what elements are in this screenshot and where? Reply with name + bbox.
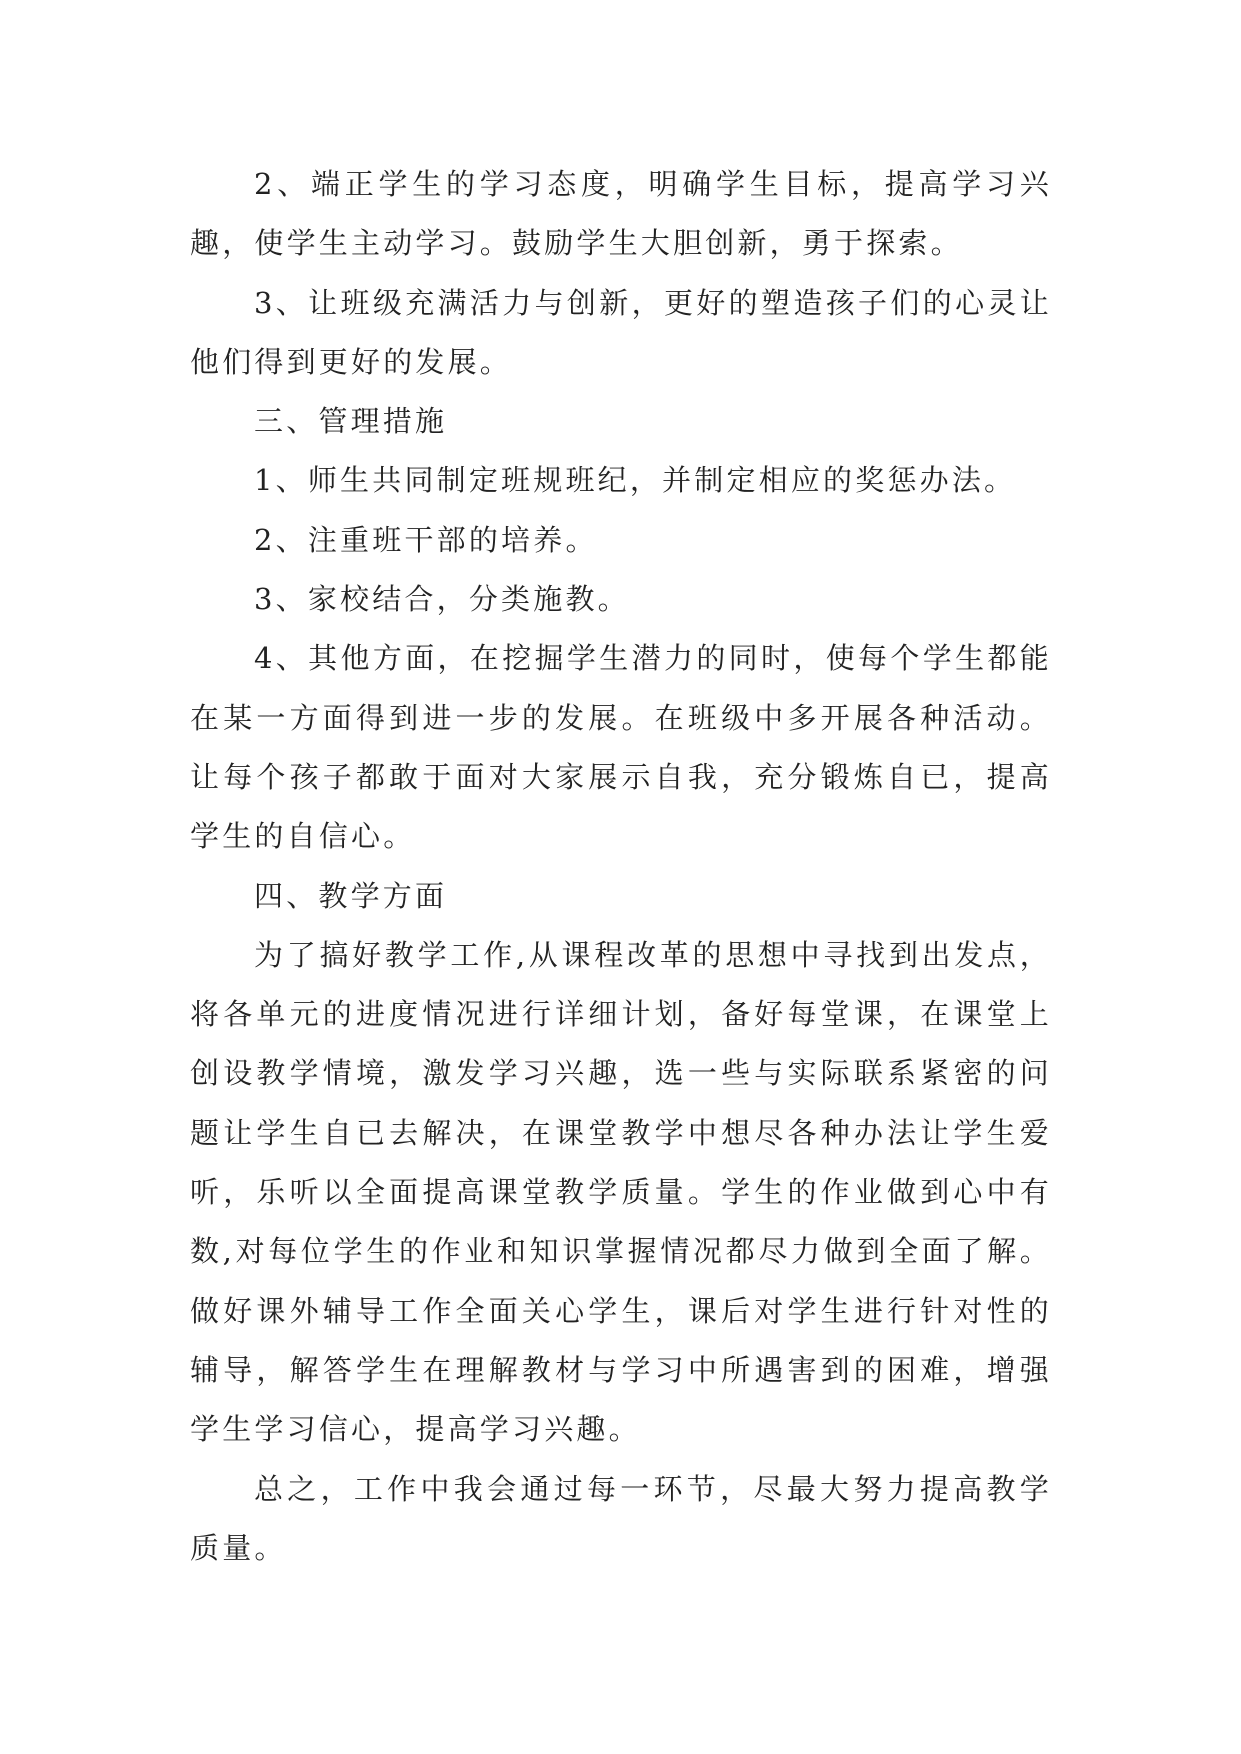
paragraph-teaching: 为了搞好教学工作,从课程改革的思想中寻找到出发点，将各单元的进度情况进行详细计划，备好每堂课，在课堂上创设教学情境，激发学习兴趣，选一些与实际联系紧密的问题让学生自已去解决，在课堂教学中想尽各种办法让学生爱听，乐听以全面提高课堂教学质量。学生的作业做到心中有数,对每位学生的作业和知识掌握情况都尽力做到全面了解。做好课外辅导工作全面关心学生，课后对学生进行针对性的辅导，解答学生在理解教材与学习中所遇害到的困难，增强学生学习信心，提高学习兴趣。 [190, 937, 1052, 1447]
paragraph-conclusion: 总之，工作中我会通过每一环节，尽最大努力提高教学质量。 [190, 1471, 1052, 1565]
section-heading-teaching: 四、教学方面 [254, 878, 448, 913]
paragraph-measure-3: 3、家校结合，分类施教。 [254, 582, 630, 617]
paragraph-measure-1: 1、师生共同制定班规班纪，并制定相应的奖惩办法。 [254, 463, 1017, 498]
document-body [190, 155, 1052, 1578]
paragraph-measure-4: 4、其他方面，在挖掘学生潜力的同时，使每个学生都能在某一方面得到进一步的发展。在班级中多开展各种活动。让每个孩子都敢于面对大家展示自我，充分锻炼自已，提高学生的自信心。 [190, 641, 1052, 854]
paragraph-measure-2: 2、注重班干部的培养。 [254, 522, 598, 557]
paragraph-goal-2: 2、端正学生的学习态度，明确学生目标，提高学习兴趣，使学生主动学习。鼓励学生大胆创新，勇于探索。 [190, 167, 1052, 261]
section-heading-management: 三、管理措施 [254, 404, 448, 439]
paragraph-goal-3: 3、让班级充满活力与创新，更好的塑造孩子们的心灵让他们得到更好的发展。 [190, 285, 1052, 379]
